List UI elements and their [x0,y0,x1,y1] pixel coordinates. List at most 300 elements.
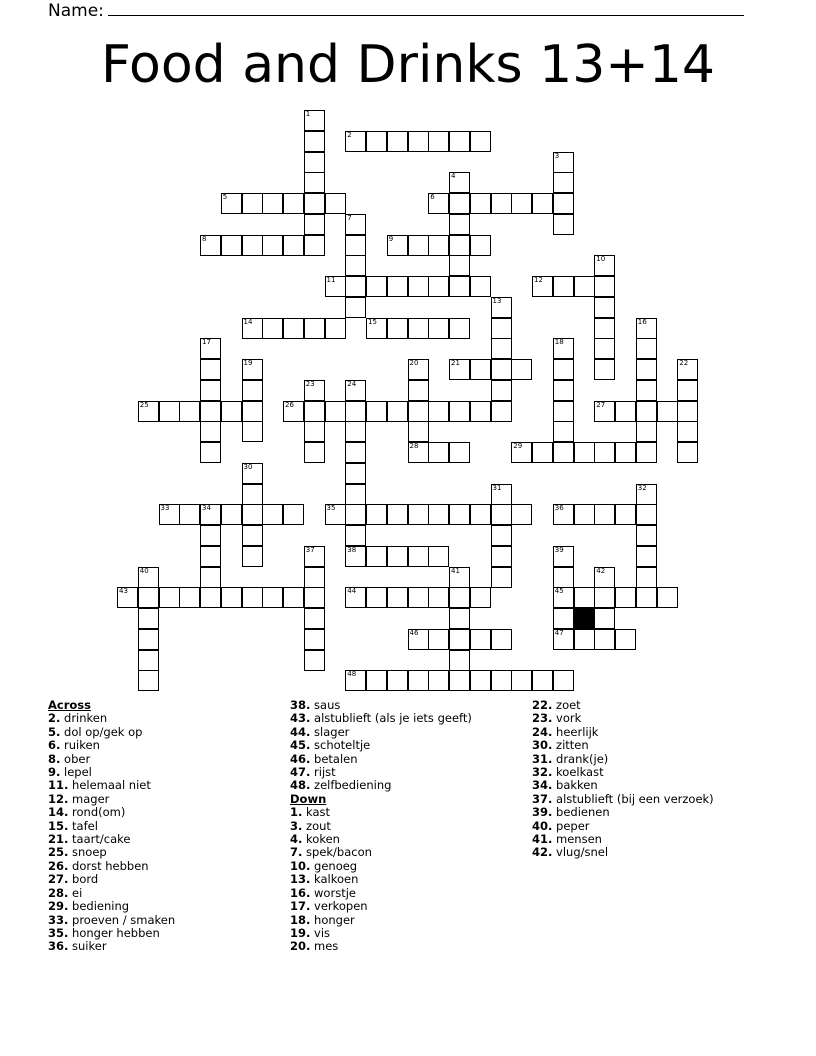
grid-cell[interactable] [491,629,512,650]
grid-cell[interactable] [221,587,242,608]
grid-cell[interactable] [283,504,304,525]
grid-cell[interactable] [345,401,366,422]
clue-number-label: 14. [48,805,69,820]
clue-item [48,927,175,940]
grid-cell[interactable] [345,463,366,484]
grid-cell[interactable] [325,318,346,339]
grid-cell[interactable] [345,421,366,442]
clue-item [48,940,175,953]
grid-cell[interactable] [408,421,429,442]
grid-cell[interactable] [366,587,387,608]
grid-cell[interactable] [304,172,325,193]
grid-cell[interactable] [345,380,366,401]
grid-cell[interactable] [179,587,200,608]
grid-cell[interactable] [511,504,532,525]
grid-cell[interactable] [179,504,200,525]
grid-cell[interactable] [242,504,263,525]
grid-cell[interactable] [449,670,470,691]
grid-cell[interactable] [449,193,470,214]
grid-cell[interactable] [553,359,574,380]
grid-cell[interactable] [594,587,615,608]
clue-text: honger [310,912,355,927]
grid-cell[interactable] [491,380,512,401]
clue-item [290,927,472,940]
grid-cell[interactable] [304,650,325,671]
grid-cell[interactable] [345,235,366,256]
grid-cell[interactable] [449,131,470,152]
grid-cell[interactable] [387,587,408,608]
grid-cell[interactable] [138,629,159,650]
grid-cell[interactable] [636,504,657,525]
grid-cell[interactable] [449,276,470,297]
grid-cell[interactable] [657,401,678,422]
grid-cell[interactable] [221,235,242,256]
grid-cell[interactable] [532,670,553,691]
grid-cell[interactable] [636,525,657,546]
grid-cell[interactable] [553,152,574,173]
clue-item [290,940,472,953]
clue-item [48,914,175,927]
grid-cell[interactable] [138,670,159,691]
grid-cell[interactable] [511,670,532,691]
grid-cell[interactable] [553,608,574,629]
grid-cell[interactable] [345,255,366,276]
grid-cell[interactable] [636,484,657,505]
grid-cell[interactable] [491,338,512,359]
grid-cell[interactable] [200,401,221,422]
grid-cell[interactable] [387,318,408,339]
clue-text: suiker [68,939,107,954]
grid-cell[interactable] [470,359,491,380]
clue-number: 33 [160,504,170,513]
grid-cell[interactable] [574,442,595,463]
clue-number: 25 [139,400,149,409]
clues-column-1 [48,699,175,954]
grid-cell[interactable] [553,401,574,422]
grid-cell[interactable] [511,359,532,380]
grid-cell[interactable] [553,214,574,235]
grid-cell[interactable] [304,629,325,650]
clue-number: 18 [554,338,564,347]
grid-cell[interactable] [449,567,470,588]
clue-number-label: 28. [48,885,69,900]
grid-cell[interactable] [470,670,491,691]
grid-cell[interactable] [553,172,574,193]
grid-cell[interactable] [491,401,512,422]
grid-cell[interactable] [200,525,221,546]
grid-cell[interactable] [449,587,470,608]
grid-cell[interactable] [615,629,636,650]
grid-cell[interactable] [387,276,408,297]
grid-cell[interactable] [366,670,387,691]
grid-cell[interactable] [470,131,491,152]
grid-cell[interactable] [366,318,387,339]
clue-number: 47 [554,628,564,637]
clue-number: 35 [326,504,336,513]
grid-cell[interactable] [511,442,532,463]
grid-cell[interactable] [138,567,159,588]
grid-cell[interactable] [325,193,346,214]
grid-cell[interactable] [470,629,491,650]
grid-cell[interactable] [491,484,512,505]
grid-cell[interactable] [283,318,304,339]
grid-cell[interactable] [345,504,366,525]
grid-cell[interactable] [449,214,470,235]
grid-cell[interactable] [262,587,283,608]
clue-item [532,820,714,833]
grid-cell[interactable] [428,318,449,339]
grid-cell[interactable] [594,504,615,525]
grid-cell[interactable] [636,421,657,442]
grid-cell[interactable] [449,401,470,422]
grid-cell[interactable] [304,235,325,256]
grid-cell[interactable] [304,214,325,235]
grid-cell[interactable] [553,567,574,588]
grid-cell[interactable] [366,131,387,152]
grid-cell[interactable] [242,380,263,401]
grid-cell[interactable] [159,504,180,525]
grid-cell[interactable] [138,587,159,608]
grid-cell[interactable] [553,546,574,567]
grid-cell[interactable] [594,297,615,318]
grid-cell[interactable] [408,276,429,297]
grid-cell[interactable] [242,421,263,442]
grid-cell[interactable] [532,276,553,297]
grid-cell[interactable] [449,608,470,629]
grid-cell[interactable] [242,401,263,422]
clue-number: 42 [596,566,606,575]
grid-cell[interactable] [325,276,346,297]
grid-cell[interactable] [594,629,615,650]
grid-cell[interactable] [491,546,512,567]
clue-number: 31 [492,483,502,492]
grid-cell[interactable] [636,401,657,422]
grid-cell[interactable] [636,318,657,339]
clue-number-label: 7. [290,845,303,860]
grid-cell[interactable] [428,193,449,214]
grid-cell[interactable] [345,484,366,505]
grid-cell[interactable] [366,504,387,525]
grid-cell[interactable] [304,131,325,152]
grid-cell[interactable] [283,193,304,214]
grid-cell[interactable] [636,546,657,567]
grid-cell[interactable] [325,504,346,525]
grid-cell[interactable] [449,650,470,671]
grid-cell[interactable] [428,131,449,152]
clue-text: snoep [68,845,107,860]
clues-column-2 [290,699,472,954]
grid-cell[interactable] [387,401,408,422]
grid-cell[interactable] [636,442,657,463]
clue-text: mager [68,791,110,806]
grid-cell[interactable] [304,442,325,463]
grid-cell[interactable] [304,380,325,401]
grid-cell[interactable] [553,193,574,214]
grid-cell[interactable] [304,401,325,422]
clue-text: bakken [552,778,598,793]
grid-cell[interactable] [408,235,429,256]
grid-cell[interactable] [200,421,221,442]
grid-cell[interactable] [408,504,429,525]
grid-cell[interactable] [594,567,615,588]
grid-cell[interactable] [345,214,366,235]
grid-cell[interactable] [408,546,429,567]
clue-item [290,833,472,846]
grid-cell[interactable] [387,131,408,152]
grid-cell[interactable] [470,276,491,297]
grid-cell[interactable] [200,359,221,380]
clue-number-label: 37. [532,791,553,806]
clue-text: worstje [310,885,356,900]
grid-cell[interactable] [532,193,553,214]
grid-cell[interactable] [200,504,221,525]
grid-cell[interactable] [428,276,449,297]
grid-cell[interactable] [553,504,574,525]
grid-cell[interactable] [428,401,449,422]
grid-cell[interactable] [200,587,221,608]
grid-cell[interactable] [408,318,429,339]
grid-cell[interactable] [449,318,470,339]
grid-cell[interactable] [491,567,512,588]
grid-cell[interactable] [345,442,366,463]
grid-cell[interactable] [553,380,574,401]
grid-cell[interactable] [491,193,512,214]
grid-cell[interactable] [242,193,263,214]
grid-cell[interactable] [470,504,491,525]
grid-cell[interactable] [304,608,325,629]
grid-cell[interactable] [304,110,325,131]
grid-cell[interactable] [262,235,283,256]
grid-cell[interactable] [304,421,325,442]
grid-cell[interactable] [408,670,429,691]
grid-cell[interactable] [200,235,221,256]
grid-cell[interactable] [594,608,615,629]
grid-cell[interactable] [408,380,429,401]
grid-cell[interactable] [677,421,698,442]
grid-cell[interactable] [242,235,263,256]
grid-cell[interactable] [428,629,449,650]
clue-number-label: 26. [48,858,69,873]
grid-cell[interactable] [179,401,200,422]
grid-cell[interactable] [408,442,429,463]
grid-cell[interactable] [221,504,242,525]
grid-cell[interactable] [428,670,449,691]
grid-cell[interactable] [491,504,512,525]
grid-cell[interactable] [428,546,449,567]
clue-number-label: 40. [532,818,553,833]
grid-cell[interactable] [262,193,283,214]
grid-cell[interactable] [304,587,325,608]
grid-cell[interactable] [636,338,657,359]
grid-cell[interactable] [511,193,532,214]
grid-cell[interactable] [636,567,657,588]
grid-cell[interactable] [553,587,574,608]
grid-cell[interactable] [345,276,366,297]
grid-cell[interactable] [242,463,263,484]
grid-cell[interactable] [408,629,429,650]
grid-cell[interactable] [491,318,512,339]
grid-cell[interactable] [470,401,491,422]
grid-cell[interactable] [677,442,698,463]
grid-cell[interactable] [636,380,657,401]
clue-item [290,712,472,725]
grid-cell[interactable] [636,359,657,380]
grid-cell[interactable] [408,131,429,152]
clue-text: proeven / smaken [68,912,176,927]
grid-cell[interactable] [159,587,180,608]
grid-cell[interactable] [574,587,595,608]
grid-cell[interactable] [159,401,180,422]
grid-cell[interactable] [636,587,657,608]
grid-cell[interactable] [221,401,242,422]
grid-cell[interactable] [366,276,387,297]
clue-text: alstublieft (bij een verzoek) [552,791,714,806]
grid-cell[interactable] [615,401,636,422]
grid-cell[interactable] [449,442,470,463]
grid-cell[interactable] [117,587,138,608]
grid-cell[interactable] [387,670,408,691]
grid-cell[interactable] [553,276,574,297]
grid-cell[interactable] [366,546,387,567]
grid-cell[interactable] [491,525,512,546]
grid-cell[interactable] [553,629,574,650]
grid-cell[interactable] [428,504,449,525]
grid-cell[interactable] [304,193,325,214]
clue-number-label: 20. [290,939,311,954]
grid-cell[interactable] [532,442,553,463]
grid-cell[interactable] [242,525,263,546]
grid-cell[interactable] [345,670,366,691]
grid-cell[interactable] [200,567,221,588]
grid-cell[interactable] [553,670,574,691]
grid-cell[interactable] [345,587,366,608]
grid-cell[interactable] [470,193,491,214]
grid-cell[interactable] [491,297,512,318]
grid-cell[interactable] [491,670,512,691]
grid-cell[interactable] [449,359,470,380]
grid-cell[interactable] [387,235,408,256]
grid-cell[interactable] [470,587,491,608]
grid-cell[interactable] [304,546,325,567]
clue-number-label: 41. [532,832,553,847]
clue-number-label: 22. [532,698,553,712]
grid-cell[interactable] [574,629,595,650]
grid-cell[interactable] [138,608,159,629]
grid-cell[interactable] [491,359,512,380]
grid-cell[interactable] [242,484,263,505]
grid-cell[interactable] [242,359,263,380]
clue-number-label: 4. [290,832,303,847]
clue-item [290,726,472,739]
clue-item [532,712,714,725]
grid-cell[interactable] [138,401,159,422]
clue-text: kast [302,805,331,820]
grid-cell[interactable] [221,193,242,214]
grid-cell[interactable] [677,401,698,422]
grid-cell[interactable] [553,421,574,442]
clue-number: 30 [243,462,253,471]
grid-cell[interactable] [428,587,449,608]
grid-cell[interactable] [345,546,366,567]
grid-cell[interactable] [283,587,304,608]
grid-cell[interactable] [408,587,429,608]
grid-cell[interactable] [615,504,636,525]
grid-cell[interactable] [449,235,470,256]
grid-cell[interactable] [677,359,698,380]
clue-number-label: 47. [290,765,311,780]
grid-cell[interactable] [657,587,678,608]
clue-text: verkopen [310,899,368,914]
clue-number: 38 [347,545,357,554]
grid-cell[interactable] [408,401,429,422]
grid-cell[interactable] [262,504,283,525]
grid-cell[interactable] [428,442,449,463]
grid-cell[interactable] [594,359,615,380]
grid-cell[interactable] [200,546,221,567]
grid-cell[interactable] [449,504,470,525]
grid-cell[interactable] [594,442,615,463]
grid-cell[interactable] [387,546,408,567]
grid-cell[interactable] [304,152,325,173]
grid-cell[interactable] [574,276,595,297]
grid-cell[interactable] [262,318,283,339]
clue-number: 29 [513,442,523,450]
grid-cell[interactable] [615,587,636,608]
grid-cell[interactable] [470,235,491,256]
grid-cell[interactable] [283,235,304,256]
grid-cell[interactable] [428,235,449,256]
grid-cell[interactable] [594,338,615,359]
grid-cell[interactable] [200,442,221,463]
clue-item [532,766,714,779]
grid-cell[interactable] [449,255,470,276]
grid-cell[interactable] [345,297,366,318]
grid-cell[interactable] [408,359,429,380]
grid-cell[interactable] [138,650,159,671]
grid-cell[interactable] [594,276,615,297]
grid-cell[interactable] [345,525,366,546]
grid-cell[interactable] [574,504,595,525]
grid-cell[interactable] [615,442,636,463]
grid-cell[interactable] [345,131,366,152]
grid-cell[interactable] [304,318,325,339]
clue-text: mes [310,939,339,954]
grid-cell[interactable] [200,338,221,359]
grid-cell[interactable] [553,442,574,463]
grid-cell[interactable] [387,504,408,525]
clue-text: zelfbediening [310,778,392,793]
grid-cell[interactable] [242,318,263,339]
grid-cell[interactable] [242,587,263,608]
grid-cell[interactable] [594,401,615,422]
clue-number: 7 [347,213,352,222]
grid-cell[interactable] [449,629,470,650]
grid-cell[interactable] [200,380,221,401]
grid-cell[interactable] [594,318,615,339]
grid-cell[interactable] [449,172,470,193]
grid-cell[interactable] [325,401,346,422]
grid-cell[interactable] [366,401,387,422]
grid-cell[interactable] [242,546,263,567]
grid-cell[interactable] [553,338,574,359]
clue-text: saus [310,698,341,712]
grid-cell[interactable] [594,255,615,276]
grid-cell[interactable] [304,567,325,588]
grid-cell[interactable] [283,401,304,422]
clue-number-label: 9. [48,765,61,780]
clue-item [290,860,472,873]
grid-cell[interactable] [677,380,698,401]
